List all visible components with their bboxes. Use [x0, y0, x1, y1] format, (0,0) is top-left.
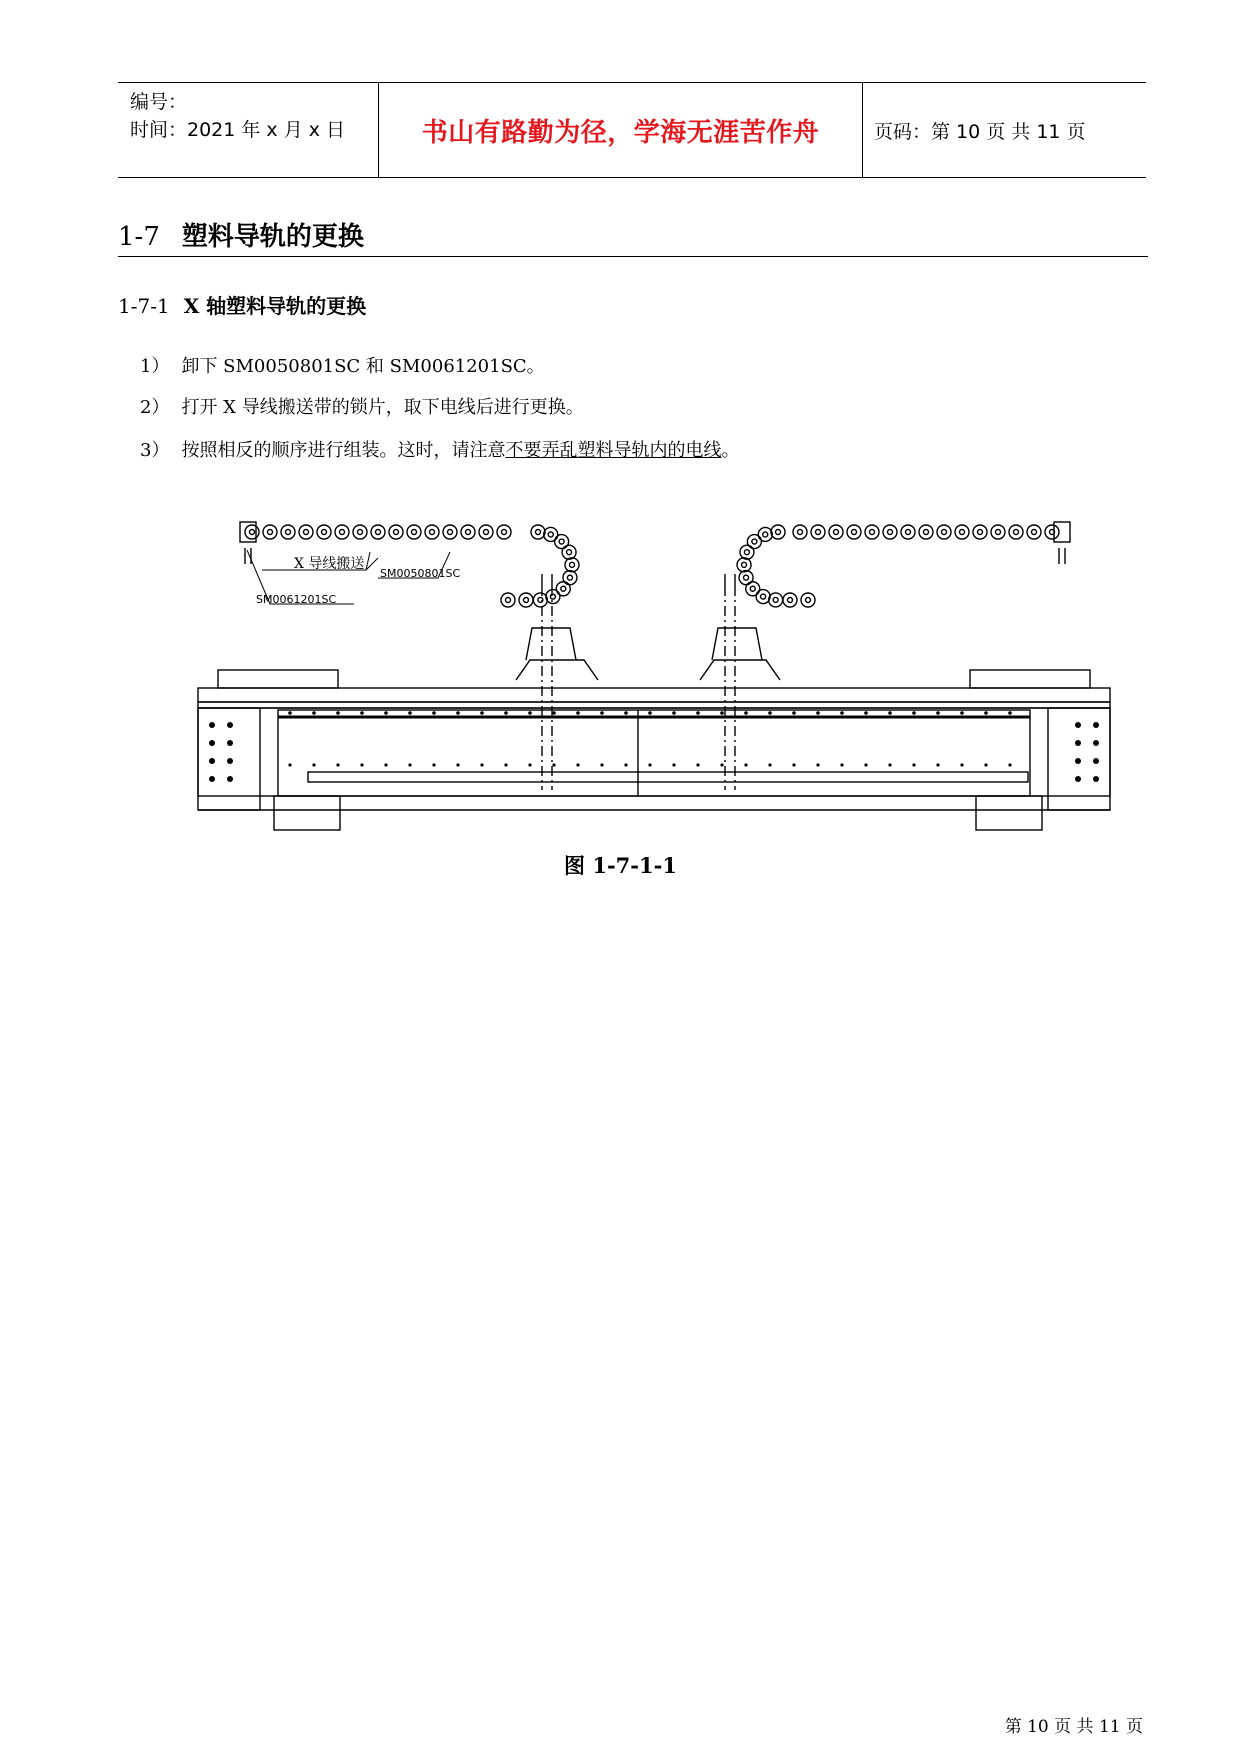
chain-link-pin — [761, 594, 766, 599]
chain-link — [829, 525, 843, 539]
chain-link-pin — [996, 530, 1001, 535]
header-motto: 书山有路勤为径，学海无涯苦作舟 — [421, 117, 820, 148]
chain-link — [389, 525, 403, 539]
chain-link-pin — [340, 530, 345, 535]
step-item — [140, 352, 545, 378]
screw-icons — [245, 548, 1065, 586]
chain-link — [565, 558, 579, 572]
chain-link-pin — [906, 530, 911, 535]
chain-link — [919, 525, 933, 539]
bolt-dot — [768, 711, 772, 715]
chain-link — [556, 582, 570, 596]
subsection-number: 1-7-1 — [118, 294, 170, 318]
bolt-dot — [1093, 776, 1099, 782]
bolt-dot — [432, 763, 435, 766]
chain-link — [299, 525, 313, 539]
bolt-dot — [672, 763, 675, 766]
chain-link — [501, 593, 515, 607]
chain-link — [756, 590, 770, 604]
chain-link-pin — [502, 530, 507, 535]
bolt-dot — [720, 711, 724, 715]
chain-link — [865, 525, 879, 539]
step-item — [140, 436, 739, 462]
bolt-dot — [1008, 763, 1011, 766]
chain-link-pin — [484, 530, 489, 535]
bolt-dot — [1075, 776, 1081, 782]
bolt-dot — [600, 711, 604, 715]
bolt-dot — [696, 711, 700, 715]
bolt-dot — [960, 763, 963, 766]
bolt-dot — [552, 711, 556, 715]
bolt-dot — [912, 763, 915, 766]
bolt-dot — [600, 763, 603, 766]
bolt-dot — [408, 763, 411, 766]
step-text: 卸下 SM0050801SC 和 SM0061201SC。 — [181, 356, 545, 377]
cable-chain-right — [737, 525, 1059, 607]
bolt-dot — [209, 740, 215, 746]
section-number: 1-7 — [118, 222, 160, 252]
header-page-info: 页码：第 10 页 共 11 页 — [874, 120, 1086, 143]
step-text: 打开 X 导线搬送带的锁片，取下电线后进行更换。 — [181, 397, 584, 418]
chain-link-pin — [412, 530, 417, 535]
bolt-dot — [936, 763, 939, 766]
bolt-dot — [528, 763, 531, 766]
bolt-dot — [768, 763, 771, 766]
bolt-dot — [209, 722, 215, 728]
chain-link-pin — [750, 586, 755, 591]
bolt-dot — [227, 776, 233, 782]
bolt-dot — [816, 711, 820, 715]
bolt-dot — [624, 763, 627, 766]
chain-link-pin — [304, 530, 309, 535]
bolt-dot — [888, 763, 891, 766]
step-number: 1） — [140, 356, 170, 377]
chain-link — [531, 525, 545, 539]
chain-link — [769, 593, 783, 607]
chain-link-pin — [506, 598, 511, 603]
bolt-dot — [1008, 711, 1012, 715]
section-title: 塑料导轨的更换 — [181, 222, 364, 252]
bolt-dot — [744, 711, 748, 715]
bolt-dot — [792, 711, 796, 715]
chain-link-pin — [268, 530, 273, 535]
chain-link — [973, 525, 987, 539]
chain-link — [740, 545, 754, 559]
chain-link — [1009, 525, 1023, 539]
chain-link — [263, 525, 277, 539]
chain-link-pin — [394, 530, 399, 535]
chain-link — [335, 525, 349, 539]
bolt-dot — [1093, 740, 1099, 746]
header-divider — [862, 83, 863, 177]
bolt-dot — [1075, 722, 1081, 728]
chain-link — [461, 525, 475, 539]
bolt-dot — [1075, 758, 1081, 764]
chain-link — [793, 525, 807, 539]
bolt-dot — [840, 763, 843, 766]
chain-link — [847, 525, 861, 539]
chain-link-pin — [358, 530, 363, 535]
chain-link-pin — [448, 530, 453, 535]
bolt-dot — [672, 711, 676, 715]
bolt-dot — [480, 763, 483, 766]
chain-link — [737, 558, 751, 572]
header-number-label: 编号： — [130, 91, 188, 113]
bolt-dot — [744, 763, 747, 766]
bolt-dot — [984, 711, 988, 715]
chain-link — [1027, 525, 1041, 539]
bolt-dot — [1075, 740, 1081, 746]
chain-link-pin — [773, 597, 778, 602]
bolt-dot — [360, 711, 364, 715]
figure-label-conveyor: X 导线搬送 — [294, 556, 365, 572]
chain-link — [533, 593, 547, 607]
subsection-title: X 轴塑料导轨的更换 — [183, 294, 367, 318]
bolt-dot — [408, 711, 412, 715]
chain-link — [811, 525, 825, 539]
bolt-dot — [227, 740, 233, 746]
figure-label-part-b: SM0061201SC — [256, 593, 337, 606]
bolt-dot — [576, 711, 580, 715]
bolt-dot — [456, 711, 460, 715]
bolt-dot — [888, 711, 892, 715]
chain-link — [497, 525, 511, 539]
bolt-dot — [504, 711, 508, 715]
chain-link-pin — [430, 530, 435, 535]
step-number: 3） — [140, 440, 170, 461]
chain-link — [883, 525, 897, 539]
chain-link-pin — [250, 530, 255, 535]
chain-link-pin — [852, 530, 857, 535]
bolt-dot — [648, 763, 651, 766]
chain-link-pin — [978, 530, 983, 535]
chain-link-pin — [550, 594, 555, 599]
bolt-dot — [816, 763, 819, 766]
chain-link — [747, 535, 761, 549]
chain-link-pin — [569, 562, 574, 567]
bolt-dot — [312, 763, 315, 766]
chain-link-pin — [763, 532, 768, 537]
bolt-dot — [312, 711, 316, 715]
chain-link — [555, 535, 569, 549]
figure-label-part-a: SM0050801SC — [380, 567, 461, 580]
chain-link — [801, 593, 815, 607]
figure-caption: 图 1-7-1-1 — [564, 853, 677, 878]
step-text: 按照相反的顺序进行组装。这时，请注意 — [181, 440, 506, 461]
chain-link-pin — [742, 562, 747, 567]
chain-link — [901, 525, 915, 539]
chain-link-pin — [744, 550, 749, 555]
bolt-dot — [227, 758, 233, 764]
bolt-dot — [936, 711, 940, 715]
chain-link — [955, 525, 969, 539]
chain-link-pin — [834, 530, 839, 535]
chain-link — [317, 525, 331, 539]
chain-link-pin — [816, 530, 821, 535]
bolt-dot — [864, 711, 868, 715]
section-heading — [118, 216, 1148, 257]
chain-link — [281, 525, 295, 539]
bolt-dot — [984, 763, 987, 766]
bolt-dot — [528, 711, 532, 715]
page-footer: 第 10 页 共 11 页 — [1004, 1717, 1143, 1737]
chain-link-pin — [376, 530, 381, 535]
header-table — [118, 82, 1146, 178]
chain-link-pin — [1032, 530, 1037, 535]
chain-link-pin — [567, 575, 572, 580]
chain-link-pin — [888, 530, 893, 535]
chain-link-pin — [322, 530, 327, 535]
chain-link — [353, 525, 367, 539]
bolt-dot — [227, 722, 233, 728]
bolt-dot — [1093, 722, 1099, 728]
chain-link-pin — [524, 598, 529, 603]
chain-link-pin — [776, 530, 781, 535]
figure-drawing — [190, 510, 1120, 840]
chain-link-pin — [960, 530, 965, 535]
chain-link-pin — [942, 530, 947, 535]
step-number: 2） — [140, 397, 170, 418]
step-text: 。 — [721, 440, 740, 461]
chain-link — [937, 525, 951, 539]
bolt-dot — [648, 711, 652, 715]
bolt-dot — [360, 763, 363, 766]
bolt-dot — [552, 763, 555, 766]
chain-link — [519, 593, 533, 607]
step-item — [140, 393, 584, 419]
chain-link — [991, 525, 1005, 539]
chain-link-pin — [1014, 530, 1019, 535]
bolt-dot — [384, 711, 388, 715]
bolt-dot — [456, 763, 459, 766]
bolt-dot — [288, 763, 291, 766]
chain-link-pin — [548, 532, 553, 537]
bolt-dot — [480, 711, 484, 715]
chain-link-pin — [536, 530, 541, 535]
chain-link — [1045, 525, 1059, 539]
bolt-dot — [912, 711, 916, 715]
bolt-dot — [840, 711, 844, 715]
chain-link — [771, 525, 785, 539]
chain-link — [443, 525, 457, 539]
chain-link-pin — [561, 586, 566, 591]
bolt-dot — [864, 763, 867, 766]
bolt-dot — [209, 758, 215, 764]
chain-link — [562, 545, 576, 559]
bolt-dot — [1093, 758, 1099, 764]
chain-link — [371, 525, 385, 539]
chain-link-pin — [567, 550, 572, 555]
bolt-dot — [792, 763, 795, 766]
chain-link-pin — [788, 598, 793, 603]
chain-link-pin — [752, 539, 757, 544]
header-meta — [118, 83, 378, 177]
bolt-dot — [336, 711, 340, 715]
bolt-dot — [960, 711, 964, 715]
bolt-dot — [384, 763, 387, 766]
chain-link — [479, 525, 493, 539]
chain-link-pin — [798, 530, 803, 535]
chain-link-pin — [466, 530, 471, 535]
chain-link-pin — [286, 530, 291, 535]
chain-link-pin — [806, 598, 811, 603]
bolt-dot — [504, 763, 507, 766]
bolt-dot — [288, 711, 292, 715]
chain-link — [746, 582, 760, 596]
bolt-dot — [336, 763, 339, 766]
bolt-dot — [696, 763, 699, 766]
chain-link-pin — [744, 575, 749, 580]
chain-link — [425, 525, 439, 539]
chain-link-pin — [924, 530, 929, 535]
bolt-dot — [209, 776, 215, 782]
chain-link — [546, 590, 560, 604]
chain-link — [783, 593, 797, 607]
header-date-label: 时间：2021 年 x 月 x 日 — [130, 119, 346, 141]
bolt-dot — [432, 711, 436, 715]
subsection-heading — [118, 290, 366, 319]
step-text-underlined: 不要弄乱塑料导轨内的电线 — [505, 440, 722, 461]
bolt-dot — [576, 763, 579, 766]
chain-link-pin — [870, 530, 875, 535]
bolt-dot — [720, 763, 723, 766]
chain-link-pin — [559, 539, 564, 544]
chain-link — [245, 525, 259, 539]
bolt-dot — [624, 711, 628, 715]
chain-link — [407, 525, 421, 539]
